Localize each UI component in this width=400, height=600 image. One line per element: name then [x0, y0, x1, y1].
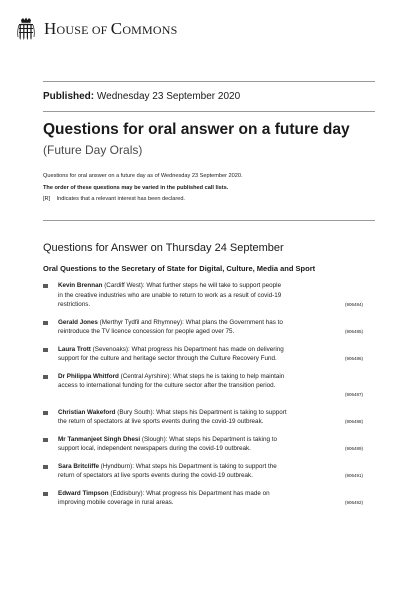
notes-line-1: Questions for oral answer on a future day as of Wednesday 23 September 2020.: [43, 173, 243, 179]
masthead: [16, 16, 178, 42]
question-text: What steps his Department is taking to: [169, 435, 277, 443]
question-line: [58, 281, 363, 291]
bullet-icon: [43, 438, 48, 442]
question-reference: (906488): [344, 419, 363, 424]
question-member: Dr Philippa Whitford: [58, 372, 119, 380]
question-member: Edward Timpson: [58, 489, 109, 497]
question-item: [43, 435, 363, 454]
question-text: What progress his Department has made on delivering: [131, 345, 284, 353]
question-text: What steps he is taking to help maintain: [173, 372, 285, 380]
question-line: [58, 408, 363, 418]
question-line: support local, independent newspapers during the covid-19 outbreak.: [58, 445, 251, 452]
page-subtitle: (Future Day Orals): [43, 143, 143, 157]
question-text: What plans the Government has to: [185, 318, 283, 326]
question-member: Laura Trott: [58, 345, 91, 353]
question-reference: (906484): [344, 302, 363, 307]
bullet-icon: [43, 465, 48, 469]
question-line: access to international funding for the culture sector after the transition period.: [58, 382, 276, 389]
question-line: [58, 345, 363, 355]
notes-divider: [43, 220, 375, 221]
question-item: [43, 372, 363, 400]
question-member: Gerald Jones: [58, 318, 98, 326]
house-name-part-1: OUSE OF: [56, 23, 111, 37]
question-line: reintroduce the TV licence concession for people aged over 75.: [58, 328, 235, 335]
house-name-initial-c: C: [110, 19, 123, 38]
question-constituency: (Eddisbury):: [110, 489, 145, 497]
question-constituency: (Sevenoaks):: [92, 345, 130, 353]
page-title: Questions for oral answer on a future day: [43, 121, 350, 138]
question-line: support for the culture and heritage sector through the Culture Recovery Fund.: [58, 355, 277, 362]
question-constituency: (Central Ayrshire):: [120, 372, 172, 380]
question-text: What further steps he will take to support people: [146, 282, 282, 289]
question-member: Kevin Brennan: [58, 282, 103, 289]
question-member: Christian Wakeford: [58, 408, 116, 416]
question-constituency: (Slough):: [141, 435, 168, 443]
question-line: [58, 462, 363, 472]
questions-list: [43, 281, 363, 508]
question-reference: (906485): [344, 329, 363, 334]
house-name-initial-h: H: [44, 19, 57, 38]
bullet-icon: [43, 492, 48, 496]
bullet-icon: [43, 321, 48, 325]
portcullis-icon: [16, 17, 36, 41]
published-label: Published:: [43, 91, 95, 102]
question-member: Mr Tanmanjeet Singh Dhesi: [58, 435, 141, 443]
question-line: [58, 318, 363, 328]
question-line: in the creative industries who are unable to return to work as a result of covid-19: [58, 291, 282, 299]
question-reference: (906491): [344, 473, 363, 478]
published-line: [43, 91, 240, 102]
question-item: [43, 318, 363, 337]
top-divider: [43, 81, 375, 82]
question-line: improving mobile coverage in rural areas.: [58, 499, 174, 506]
question-constituency: (Merthyr Tydfil and Rhymney):: [99, 318, 184, 326]
question-member: Sara Britcliffe: [58, 462, 99, 470]
question-item: [43, 345, 363, 364]
published-divider: [43, 111, 375, 112]
question-text: What steps his Department is taking to support: [156, 408, 287, 416]
relevant-interest-text: Indicates that a relevant interest has been declared.: [56, 196, 185, 202]
question-line: [58, 435, 363, 445]
question-constituency: (Bury South):: [117, 408, 155, 416]
bullet-icon: [43, 284, 48, 288]
question-constituency: (Hyndburn):: [100, 462, 134, 470]
question-line: the return of spectators at live sports events during the covid-19 outbreak.: [58, 418, 264, 425]
house-name-part-2: OMMONS: [122, 23, 178, 37]
question-item: [43, 489, 363, 508]
bullet-icon: [43, 348, 48, 352]
question-reference: (906492): [344, 500, 363, 505]
notes-block: [43, 171, 243, 206]
question-reference: (906487): [344, 392, 363, 397]
question-item: [43, 462, 363, 481]
question-line: [58, 372, 363, 382]
question-reference: (906486): [344, 356, 363, 361]
relevant-interest-tag: [R]: [43, 196, 51, 202]
section-title: Questions for Answer on Thursday 24 September: [43, 242, 284, 254]
question-reference: (906489): [344, 446, 363, 451]
notes-line-3: [43, 194, 243, 206]
question-text: What steps his Department is taking to support the: [135, 462, 277, 470]
question-constituency: (Cardiff West):: [104, 282, 145, 289]
notes-line-2: The order of these questions may be varied in the published call lists.: [43, 184, 229, 191]
question-line: restrictions.: [58, 301, 91, 308]
bullet-icon: [43, 411, 48, 415]
house-name: [44, 19, 178, 39]
bullet-icon: [43, 375, 48, 379]
question-item: [43, 281, 363, 310]
question-line: [58, 489, 363, 499]
question-line: return of spectators at live sports events during the covid-19 outbreak.: [58, 472, 253, 479]
question-text: What progress his Department has made on: [146, 489, 270, 497]
published-date: Wednesday 23 September 2020: [96, 91, 241, 102]
section-subtitle: Oral Questions to the Secretary of State for Digital, Culture, Media and Sport: [43, 264, 316, 273]
question-item: [43, 408, 363, 427]
